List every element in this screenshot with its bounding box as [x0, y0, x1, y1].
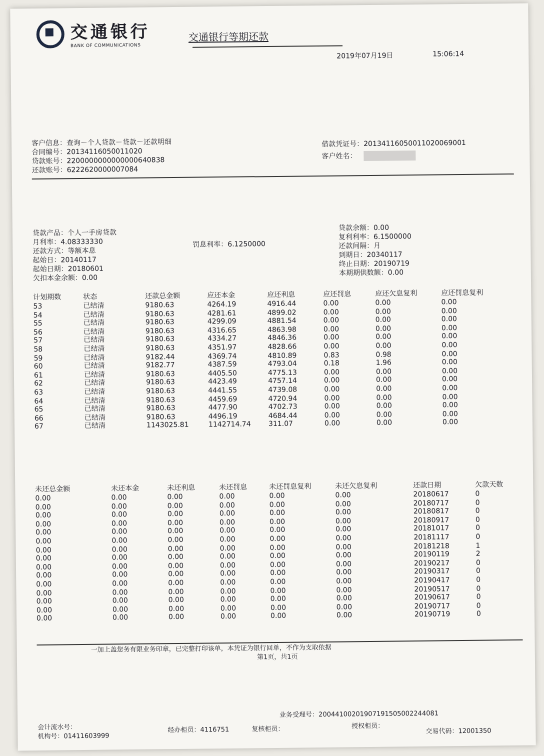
- redacted-name: [364, 150, 416, 161]
- column-header: 未还欠息复利: [335, 481, 378, 491]
- table-cell: 0.00: [375, 298, 391, 307]
- table-cell: 4387.59: [207, 360, 237, 369]
- handler: 经办柜员：4116751: [167, 725, 230, 735]
- table-cell: 0: [475, 515, 481, 524]
- table-cell: 0.00: [324, 393, 340, 402]
- table-cell: 0.00: [167, 510, 184, 519]
- table-cell: 4405.50: [207, 369, 237, 378]
- table-cell: 4684.44: [268, 411, 298, 420]
- table-cell: 0.00: [336, 585, 352, 594]
- table-cell: 57: [33, 336, 43, 345]
- column-header: 应还欠息复利: [375, 289, 418, 298]
- table-cell: 0.00: [36, 597, 52, 606]
- table-cell: 0.00: [35, 502, 51, 512]
- table-cell: 0.00: [441, 323, 458, 333]
- table-cell: 0.00: [376, 393, 392, 402]
- business-number: 业务受理号：20044100201907191505002244081: [279, 709, 439, 719]
- table-cell: 0.00: [441, 349, 458, 358]
- table-cell: 0.00: [335, 508, 352, 517]
- table-cell: 0.00: [36, 614, 53, 623]
- table-cell: 4281.61: [207, 308, 237, 318]
- table-cell: 61: [33, 371, 43, 380]
- column-header: 还款总金额: [145, 291, 181, 301]
- table-cell: 0.00: [269, 491, 285, 501]
- table-cell: 0.00: [324, 411, 341, 420]
- table-cell: 20190617: [414, 593, 450, 602]
- table-cell: 20180617: [413, 490, 449, 499]
- table-cell: 0.00: [35, 528, 52, 537]
- table-cell: 0: [475, 558, 481, 567]
- table-cell: 0.00: [111, 527, 128, 537]
- table-cell: 9180.63: [145, 326, 175, 336]
- table-cell: 4828.66: [267, 342, 297, 352]
- table-cell: 0.00: [35, 537, 52, 546]
- table-cell: 0.00: [441, 366, 458, 375]
- table-cell: 0.00: [112, 613, 129, 623]
- table-cell: 0.00: [219, 500, 235, 510]
- table-cell: 60: [33, 362, 43, 371]
- table-cell: 0.00: [441, 298, 457, 307]
- table-cell: 4702.73: [268, 402, 298, 412]
- column-header: 状态: [83, 292, 98, 301]
- table-cell: 0.00: [219, 518, 236, 527]
- table-cell: 0.00: [219, 535, 236, 544]
- table-cell: 9180.63: [145, 309, 175, 318]
- table-cell: 0.00: [375, 341, 392, 350]
- terminal-number: 机构号：01411603999: [37, 731, 110, 741]
- table-cell: 0.00: [219, 492, 235, 501]
- table-cell: 0.00: [270, 586, 286, 595]
- table-cell: 9182.77: [145, 361, 175, 370]
- current-installment: 本期期供数额：0.00: [338, 268, 404, 278]
- table-cell: 9180.63: [146, 412, 176, 422]
- receipt-paper: [10, 3, 536, 750]
- table-cell: 20190217: [413, 558, 450, 568]
- table-cell: 0.00: [167, 561, 184, 570]
- table-cell: 0.00: [219, 526, 236, 535]
- table-cell: 0.00: [441, 332, 458, 341]
- table-cell: 0.00: [35, 520, 52, 529]
- table-cell: 56: [33, 328, 43, 337]
- table-cell: 4477.90: [208, 403, 238, 412]
- unpaid-principal: 欠扣本金余额：0.00: [32, 273, 98, 283]
- table-cell: 4299.09: [207, 317, 237, 326]
- table-cell: 20190717: [414, 601, 451, 611]
- table-cell: 0.00: [35, 545, 52, 555]
- table-cell: 4441.55: [208, 386, 238, 395]
- compound-rate: 复利利率：6.1500000: [338, 232, 412, 242]
- table-cell: 4720.94: [268, 394, 298, 403]
- table-cell: 0.00: [269, 543, 286, 552]
- table-cell: 4775.13: [267, 368, 297, 377]
- maturity-date: 到期日：20340117: [338, 250, 403, 260]
- table-cell: 0.00: [441, 306, 457, 315]
- table-cell: 0.00: [219, 561, 236, 570]
- table-cell: 0.00: [335, 516, 352, 526]
- table-cell: 0: [476, 601, 481, 610]
- table-cell: 9180.63: [146, 395, 176, 404]
- table-cell: 0.00: [269, 500, 285, 509]
- footer-note: 一加上盖您务有限业务印章，已完整打印该单，本凭证为银行回单，不作为支取依据: [90, 643, 332, 654]
- transaction-code: 交易代码：12001350: [425, 726, 492, 736]
- table-cell: 1: [475, 541, 481, 550]
- table-cell: 0.00: [270, 612, 287, 621]
- start-date: 起始日：20140117: [32, 255, 97, 265]
- column-header: 欠款天数: [475, 480, 504, 489]
- table-cell: 9180.63: [145, 343, 175, 353]
- end-date: 终止日期：20190719: [338, 259, 410, 269]
- table-cell: 0.00: [335, 499, 351, 508]
- table-cell: 0.00: [112, 588, 128, 597]
- table-cell: 0.00: [442, 418, 459, 427]
- table-cell: 0.00: [220, 578, 236, 587]
- table-cell: 0.00: [323, 368, 340, 377]
- customer-query-path: 客户信息：查询－个人贷款－贷款－还款明细: [31, 138, 172, 148]
- table-cell: 0.00: [36, 588, 52, 598]
- table-cell: 0.00: [220, 595, 236, 604]
- table-cell: 0.00: [111, 562, 128, 571]
- table-cell: 0.00: [36, 606, 53, 615]
- table-cell: 0.00: [111, 545, 128, 554]
- table-cell: 20190119: [413, 550, 450, 559]
- table-cell: 已结清: [83, 336, 105, 345]
- table-cell: 0.00: [220, 586, 236, 596]
- table-cell: 0.00: [324, 402, 340, 411]
- table-cell: 4459.69: [208, 394, 238, 404]
- table-cell: 20190317: [414, 567, 450, 576]
- table-cell: 65: [34, 405, 44, 414]
- table-cell: 0.00: [442, 401, 458, 410]
- repay-interval: 还款间隔：月: [338, 241, 381, 251]
- table-cell: 0.00: [35, 494, 51, 503]
- table-cell: 0.98: [375, 350, 392, 359]
- table-cell: 0: [475, 489, 480, 498]
- table-cell: 0.00: [269, 517, 286, 526]
- repay-method: 还款方式：等额本息: [32, 246, 96, 256]
- table-cell: 0.00: [111, 493, 127, 502]
- table-cell: 0.00: [336, 602, 353, 612]
- column-header: 未还本金: [111, 484, 140, 493]
- table-cell: 2: [475, 549, 481, 559]
- table-cell: 0.00: [376, 384, 392, 393]
- column-header: 还款日期: [413, 481, 442, 490]
- table-cell: 0.00: [441, 358, 458, 367]
- table-cell: 0.00: [441, 375, 458, 384]
- repayment-schedule-table: [33, 287, 522, 431]
- table-cell: 55: [33, 319, 43, 328]
- table-cell: 0.00: [375, 333, 392, 342]
- table-cell: 0.00: [441, 315, 458, 324]
- table-cell: 0.00: [111, 502, 127, 511]
- table-cell: 0.00: [336, 577, 352, 586]
- table-cell: 64: [34, 396, 44, 406]
- table-cell: 0.18: [323, 359, 340, 368]
- column-header: 未还罚息复利: [269, 482, 312, 492]
- table-cell: 0.00: [335, 559, 352, 569]
- table-cell: 0: [476, 575, 481, 584]
- table-cell: 0.00: [336, 568, 352, 577]
- table-cell: 0: [476, 584, 481, 593]
- table-cell: 0.00: [335, 525, 352, 534]
- table-cell: 0.00: [168, 587, 184, 596]
- table-cell: 0.00: [335, 551, 352, 560]
- table-cell: 9180.63: [145, 369, 175, 379]
- column-header: 应还利息: [267, 290, 296, 300]
- loan-balance: 贷款余额：0.00: [338, 223, 390, 233]
- table-cell: 20181017: [413, 524, 450, 533]
- page-indicator: 第1页，共1页: [256, 652, 298, 662]
- table-cell: 0.00: [336, 594, 352, 603]
- table-cell: 0.00: [220, 604, 237, 613]
- table-cell: 67: [34, 422, 44, 431]
- table-cell: 0.00: [269, 560, 286, 569]
- print-time: 15:06:14: [432, 49, 465, 59]
- table-cell: 0.00: [323, 333, 340, 342]
- table-cell: 0.00: [269, 552, 286, 561]
- table-cell: 4423.49: [208, 377, 238, 387]
- table-cell: 0.00: [112, 605, 129, 614]
- table-cell: 已结清: [83, 361, 105, 371]
- table-cell: 已结清: [84, 379, 106, 388]
- table-cell: 9180.63: [145, 318, 175, 327]
- bank-logo-icon: [36, 20, 64, 48]
- table-cell: 54: [33, 311, 43, 320]
- table-cell: 0.00: [270, 603, 287, 612]
- table-cell: 0.00: [220, 569, 236, 578]
- table-cell: 已结清: [84, 404, 106, 414]
- table-cell: 已结清: [83, 370, 106, 379]
- table-cell: 已结清: [84, 396, 106, 405]
- table-cell: 0.00: [270, 595, 286, 604]
- table-cell: 已结清: [83, 301, 105, 310]
- column-header: 未还总金额: [35, 485, 71, 494]
- table-cell: 9180.63: [146, 404, 176, 413]
- table-cell: 9182.44: [145, 352, 175, 361]
- table-cell: 已结清: [84, 387, 106, 396]
- loan-account: 贷款账号：2200000000000000640838: [31, 156, 165, 166]
- title-underline: [193, 45, 343, 48]
- table-cell: 58: [33, 345, 43, 354]
- table-cell: 0.00: [335, 534, 352, 543]
- table-cell: 0.00: [375, 324, 392, 333]
- table-cell: 0.00: [376, 401, 392, 411]
- table-cell: 4316.65: [207, 326, 237, 335]
- table-cell: 0.00: [323, 342, 340, 351]
- table-cell: 0.00: [324, 385, 340, 394]
- table-cell: 0.00: [219, 543, 236, 553]
- table-cell: 20180817: [413, 507, 450, 516]
- table-cell: 0.00: [112, 596, 128, 605]
- repay-account: 还款账号：6222620000007084: [31, 165, 139, 175]
- checker: 复核柜员：: [251, 724, 285, 734]
- table-cell: 0.00: [441, 341, 458, 350]
- table-cell: 0.00: [269, 534, 286, 544]
- table-cell: 0.00: [168, 578, 184, 588]
- table-cell: 4369.74: [207, 351, 237, 361]
- table-cell: 0.00: [323, 299, 339, 308]
- table-cell: 0.00: [269, 526, 286, 535]
- table-cell: 0.00: [219, 509, 236, 518]
- table-cell: 0.00: [111, 519, 128, 528]
- table-cell: 9180.63: [145, 301, 175, 310]
- table-cell: 已结清: [83, 310, 105, 319]
- print-date: 2019年07月19日: [336, 51, 394, 61]
- table-cell: 0.00: [167, 518, 184, 527]
- table-cell: 0.00: [376, 419, 393, 428]
- table-cell: 62: [34, 379, 44, 388]
- table-cell: 0.00: [324, 376, 340, 385]
- table-cell: 4881.54: [267, 316, 297, 326]
- table-cell: 0.00: [375, 376, 392, 385]
- table-cell: 20181117: [413, 533, 450, 542]
- table-cell: 0.00: [375, 367, 392, 376]
- table-cell: 311.07: [268, 420, 294, 429]
- table-cell: 20190517: [414, 584, 450, 594]
- table-cell: 1142714.74: [208, 420, 251, 429]
- table-cell: 20181218: [413, 541, 450, 551]
- table-cell: 已结清: [83, 353, 105, 362]
- table-cell: 0.00: [323, 307, 339, 317]
- table-cell: 0.00: [167, 492, 183, 502]
- table-cell: 4863.98: [267, 325, 297, 334]
- table-cell: 20180717: [413, 498, 450, 508]
- table-cell: 0.00: [269, 509, 286, 518]
- table-cell: 0.00: [219, 552, 236, 561]
- column-header: 应还罚息: [323, 290, 352, 299]
- table-cell: 1.96: [375, 358, 392, 368]
- table-cell: 0.00: [336, 611, 353, 620]
- table-cell: 0.00: [335, 491, 351, 500]
- table-cell: 0: [475, 532, 481, 541]
- journal-number: 会计流水号：: [37, 723, 77, 732]
- column-header: 应还罚息复利: [441, 288, 484, 298]
- table-cell: 已结清: [84, 422, 106, 431]
- table-cell: 63: [34, 388, 44, 397]
- contract-number: 合同编号：20134116050011020: [31, 147, 143, 157]
- table-cell: 0.00: [167, 501, 183, 510]
- table-cell: 4810.89: [267, 351, 297, 360]
- table-cell: 0.00: [220, 612, 237, 621]
- table-cell: 0.00: [376, 410, 393, 419]
- table-cell: 4739.08: [268, 385, 298, 394]
- column-header: 计划期数: [33, 293, 62, 302]
- bank-name-en: BANK OF COMMUNICATIONS: [70, 43, 141, 50]
- table-cell: 0.00: [111, 536, 128, 545]
- table-cell: 已结清: [83, 318, 105, 328]
- table-cell: 20180917: [413, 515, 450, 525]
- table-cell: 20190719: [414, 610, 451, 619]
- table-cell: 4757.14: [268, 377, 298, 386]
- table-cell: 66: [34, 414, 44, 423]
- column-header: 未还罚息: [219, 483, 248, 492]
- table-cell: 已结清: [83, 344, 105, 353]
- column-header: 应还本金: [207, 291, 236, 300]
- table-cell: 59: [33, 353, 43, 363]
- table-cell: 4846.36: [267, 334, 297, 343]
- table-cell: 4793.04: [267, 359, 297, 369]
- table-cell: 0.00: [36, 580, 52, 589]
- table-cell: 9180.63: [145, 335, 175, 344]
- table-cell: 0.00: [167, 527, 184, 536]
- table-cell: 9180.63: [146, 386, 176, 396]
- table-cell: 0.00: [167, 535, 184, 545]
- table-cell: 4899.02: [267, 308, 297, 317]
- column-header: 未还利息: [167, 483, 196, 493]
- table-cell: 0.00: [35, 563, 52, 572]
- table-cell: 0.00: [270, 577, 286, 586]
- first-repay-date: 起始日期：20180601: [32, 264, 104, 274]
- table-cell: 0.00: [36, 571, 52, 580]
- table-cell: 4916.44: [267, 299, 297, 309]
- document-title: 交通银行等期还款: [188, 32, 269, 44]
- table-cell: 0.00: [111, 553, 128, 562]
- table-cell: 0.00: [168, 596, 184, 605]
- table-cell: 0.00: [167, 553, 184, 562]
- table-cell: 0.83: [323, 350, 340, 360]
- customer-name: 客户姓名：: [321, 152, 357, 161]
- table-cell: 0: [475, 498, 480, 507]
- table-cell: 0.00: [442, 409, 459, 418]
- table-cell: 0.00: [168, 613, 185, 622]
- table-cell: 0: [475, 507, 480, 516]
- table-cell: 0.00: [323, 325, 340, 334]
- outstanding-table: [35, 479, 528, 623]
- table-cell: 0: [475, 524, 481, 533]
- table-cell: 已结清: [84, 413, 106, 422]
- authorizer: 授权柜员：: [351, 721, 385, 731]
- receipt-number: 借款凭证号：20134116050011020069001: [321, 138, 467, 149]
- table-cell: 0.00: [335, 542, 352, 551]
- table-cell: 1143025.81: [146, 421, 189, 430]
- bank-logo: [36, 17, 150, 49]
- table-cell: 已结清: [83, 327, 105, 336]
- table-cell: 0.00: [167, 544, 184, 553]
- table-cell: 0.00: [168, 570, 184, 579]
- overdue-rate: 罚息利率：6.1250000: [192, 240, 266, 249]
- table-cell: 0.00: [112, 570, 128, 580]
- table-cell: 4351.97: [207, 343, 237, 352]
- table-cell: 0.00: [270, 569, 286, 578]
- bank-name: 交通银行: [70, 22, 151, 44]
- table-cell: 0: [476, 610, 482, 619]
- table-cell: 4496.19: [208, 412, 238, 421]
- table-cell: 4264.19: [207, 300, 237, 309]
- table-cell: 4334.27: [207, 334, 237, 344]
- table-cell: 0.00: [112, 579, 128, 588]
- table-cell: 0.00: [111, 510, 128, 519]
- table-cell: 0.00: [375, 315, 392, 325]
- table-cell: 0.00: [442, 392, 458, 401]
- table-cell: 0.00: [324, 419, 341, 428]
- monthly-rate: 月利率：4.08333330: [32, 237, 103, 247]
- table-cell: 0: [476, 567, 481, 576]
- table-cell: 0.00: [35, 554, 52, 563]
- table-cell: 20190417: [414, 576, 450, 585]
- table-cell: 53: [33, 302, 43, 311]
- loan-product: 贷款产品：个人一手房贷款: [32, 228, 117, 238]
- table-cell: 0.00: [442, 384, 458, 393]
- table-cell: 0.00: [168, 604, 185, 613]
- table-cell: 0: [476, 592, 481, 602]
- table-cell: 0.00: [323, 316, 340, 325]
- table-cell: 9180.63: [146, 378, 176, 387]
- table-cell: 0.00: [375, 307, 391, 316]
- table-cell: 0.00: [35, 511, 52, 520]
